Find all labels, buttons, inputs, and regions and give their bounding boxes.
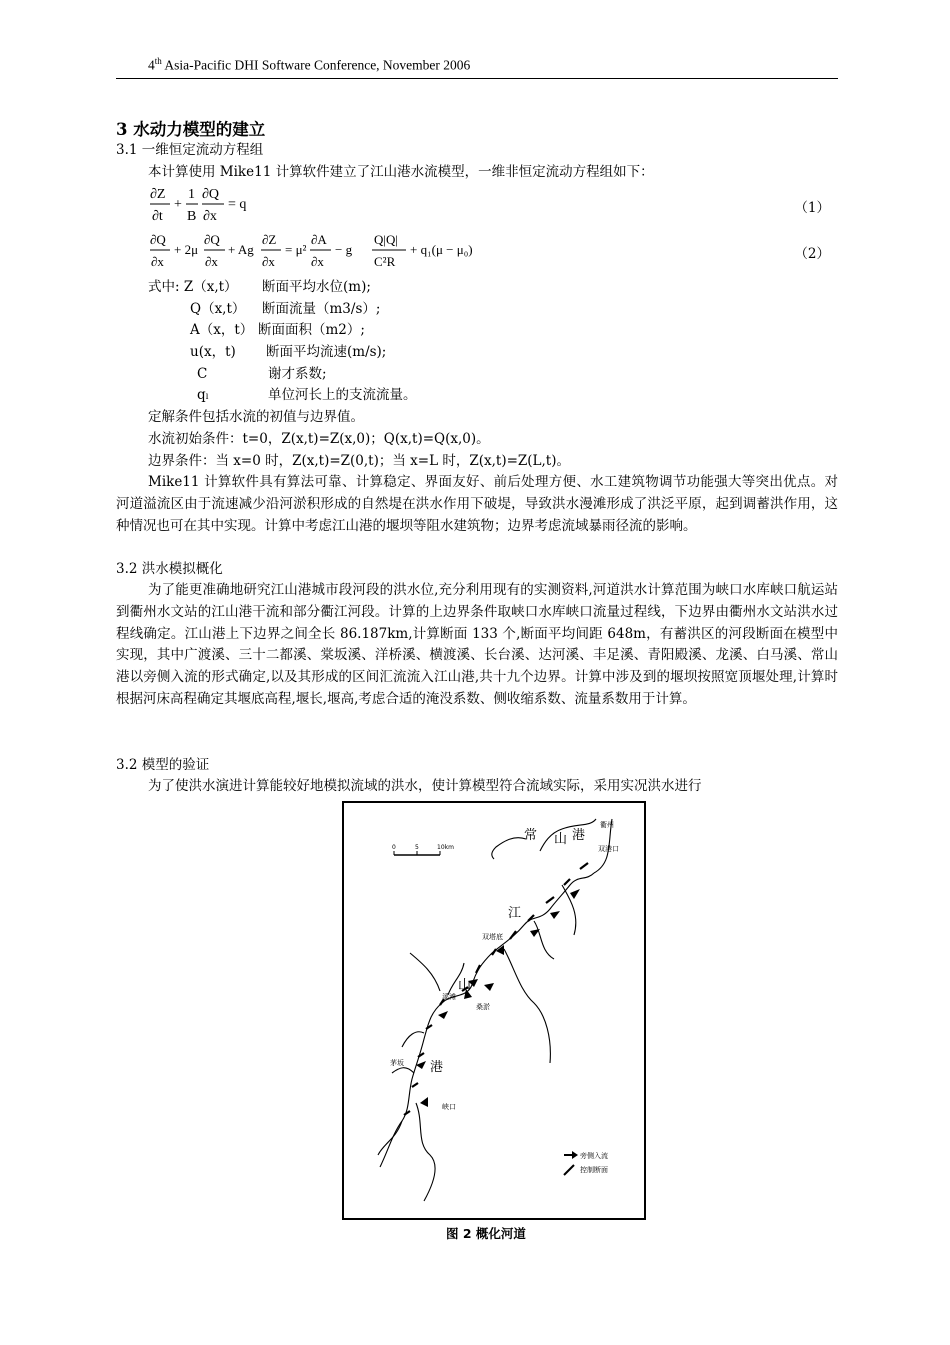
svg-text:∂Z: ∂Z [150, 187, 166, 202]
var-symbol: u(x，t) [190, 344, 236, 360]
var-desc: 谢才系数; [268, 366, 327, 382]
svg-text:∂Q: ∂Q [204, 232, 220, 247]
map-label-jiangshan: 港 [430, 1060, 444, 1075]
svg-text:Q|Q|: Q|Q| [374, 232, 398, 247]
place-label: 双港口 [598, 845, 619, 853]
svg-text:∂t: ∂t [152, 209, 163, 224]
svg-text:C²R: C²R [374, 254, 396, 269]
svg-text:∂x: ∂x [151, 254, 164, 269]
place-label: 茅坂 [390, 1059, 404, 1067]
svg-text:∂Z: ∂Z [262, 232, 277, 247]
equation-1 [148, 184, 288, 226]
map-legend [564, 1151, 608, 1175]
svg-text:+: + [174, 197, 182, 212]
var-symbol: C [197, 366, 208, 382]
equation-2 [148, 230, 508, 274]
var-symbol: A（x，t） [190, 322, 254, 338]
var-desc: 断面流量（m3/s）; [262, 301, 381, 317]
subsection-3-2-b: 3.2 模型的验证 [116, 757, 210, 773]
paragraph-validation: 为了使洪水演进计算能较好地模拟流域的洪水，使计算模型符合流域实际，采用实况洪水进行 [148, 778, 702, 794]
figure-caption: 图 2 概化河道 [446, 1226, 526, 1241]
paragraph-flood-simulation: 为了能更准确地研究江山港城市段河段的洪水位,充分利用现有的实测资料,河道洪水计算范围为峡口水库峡口航运站到衢州水文站的江山港干流和部分衢江河段。计算的上边界条件取峡口水库峡口流量过程线，下边界由衢州水文站洪水过程线确定。江山港上下边界之间全长 86.187km,计算断面 133 个,断面平均间距 648m，有蓄洪区的河段断面在模型中实现，其中广渡溪、三十二都溪、棠坂溪、洋桥溪、横渡溪、长台溪、达河溪、丰足溪、青阳殿溪、龙溪、白马溪、常山港以旁侧入流的形式确定,以及其形成的区间汇流流入江山港,共十九个边界。计算中涉及到的堰坝按照宽顶堰处理,计算时根据河床高程确定其堰底高程,堰长,堰高,考虑合适的淹没系数、侧收缩系数、流量系数用于计算。 [116, 582, 838, 707]
equation-2-number: （2） [794, 246, 830, 262]
place-label: 衢州 [600, 821, 614, 829]
condition-text: 定解条件包括水流的初值与边界值。 [148, 409, 364, 425]
var-symbol: qₗ [197, 387, 209, 403]
svg-text:∂x: ∂x [262, 254, 275, 269]
svg-text:∂Q: ∂Q [202, 187, 220, 202]
map-label-changshan: 港 [572, 828, 586, 843]
boundary-condition: 边界条件：当 x=0 时，Z(x,t)=Z(0,t)；当 x=L 时，Z(x,t)=Z(L,t)。 [148, 453, 570, 469]
scale-bar [392, 844, 454, 855]
equation-1-number: （1） [794, 200, 830, 216]
svg-text:1: 1 [188, 187, 195, 202]
river-map [344, 803, 644, 1218]
map-label-jiangshan: 山 [458, 978, 472, 993]
svg-text:B: B [187, 209, 197, 224]
var-symbol: 式中: Z（x,t） [148, 279, 238, 295]
place-label: 桑淤 [476, 1003, 490, 1011]
var-symbol: Q（x,t） [190, 301, 246, 317]
place-label: 溪滩 [442, 993, 456, 1001]
scale-label: 0 [392, 844, 396, 851]
intro-text: 本计算使用 Mike11 计算软件建立了江山港水流模型，一维非恒定流动方程组如下： [148, 164, 654, 180]
running-header: 4th Asia-Pacific DHI Software Conference, November 2006 [148, 56, 471, 73]
initial-condition: 水流初始条件：t=0，Z(x,t)=Z(x,0)；Q(x,t)=Q(x,0)。 [148, 431, 490, 447]
var-desc: 断面平均流速(m/s); [266, 344, 387, 360]
paragraph-mike11: Mike11 计算软件具有算法可靠、计算稳定、界面友好、前后处理方便、水工建筑物调节功能强大等突出优点。对河道溢流区由于流速减少沿河淤积形成的自然堤在洪水作用下破堤，导致洪水漫滩形成了洪泛平原，起到调蓄洪作用，这种情况也可在其中实现。计算中考虑江山港的堰坝等阻水建筑物；边界考虑流域暴雨径流的影响。 [116, 474, 838, 534]
svg-text:= q: = q [228, 197, 247, 212]
svg-text:∂Q: ∂Q [150, 232, 166, 247]
svg-text:− g: − g [335, 242, 353, 257]
legend-control: 控制断面 [580, 1166, 608, 1174]
river-map-figure [342, 801, 646, 1220]
var-desc: 单位河长上的支流流量。 [268, 387, 417, 403]
map-label-changshan: 山 [554, 832, 568, 847]
legend-inflow: 旁侧入流 [580, 1152, 608, 1160]
scale-label: 5 [415, 844, 419, 851]
header-rule [116, 78, 838, 79]
svg-text:+ q₁(μ − μ₀): + q₁(μ − μ₀) [410, 242, 473, 257]
subsection-3-1: 3.1 一维恒定流动方程组 [116, 142, 264, 158]
map-label-jiangshan: 江 [508, 906, 522, 921]
place-label: 双塔底 [482, 933, 503, 941]
var-desc: 断面平均水位(m); [262, 279, 371, 295]
section-title: 3 水动力模型的建立 [116, 120, 266, 139]
subsection-3-2-a: 3.2 洪水模拟概化 [116, 561, 223, 577]
svg-text:∂x: ∂x [311, 254, 324, 269]
svg-text:∂x: ∂x [205, 254, 218, 269]
var-desc: 断面面积（m2）; [258, 322, 365, 338]
svg-text:∂A: ∂A [311, 232, 327, 247]
svg-text:+ 2μ: + 2μ [174, 242, 199, 257]
map-label-changshan: 常 [524, 828, 538, 843]
place-label: 峡口 [442, 1103, 456, 1111]
scale-label: 10km [437, 844, 454, 851]
svg-text:+ Ag: + Ag [228, 242, 254, 257]
svg-text:∂x: ∂x [203, 209, 217, 224]
svg-text:= μ²: = μ² [285, 242, 307, 257]
